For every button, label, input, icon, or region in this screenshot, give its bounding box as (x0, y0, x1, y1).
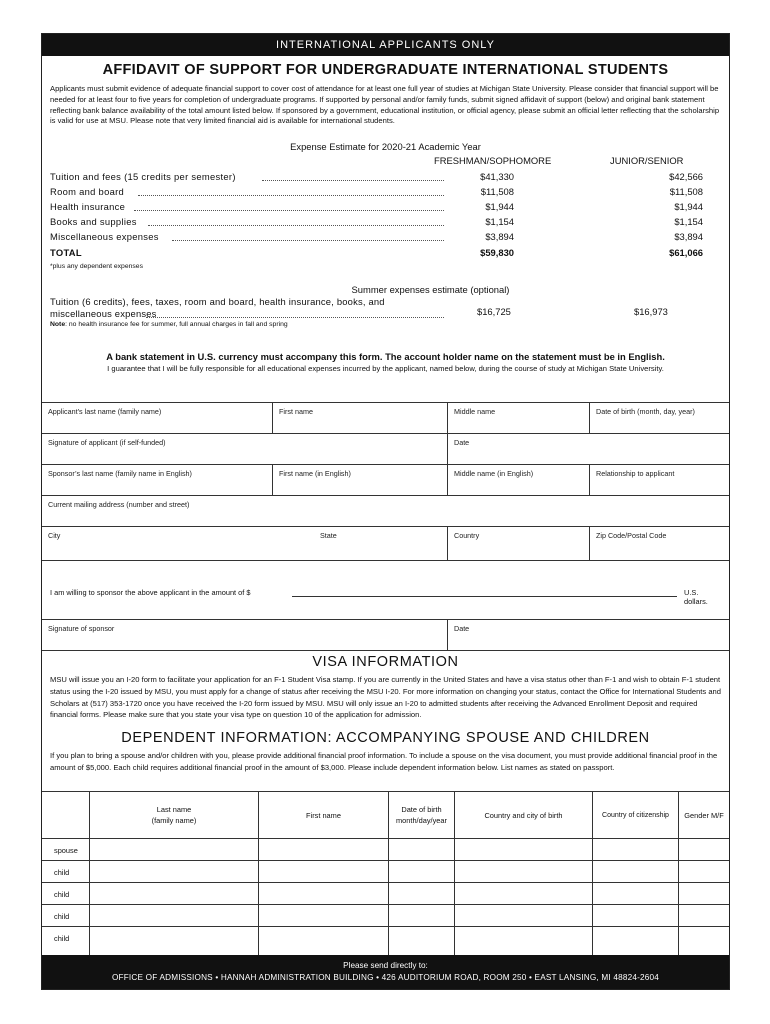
expense-value-js: $11,508 (669, 186, 703, 197)
row-label: spouse (54, 846, 78, 855)
sponsor-amount-line (50, 588, 720, 606)
expense-value-fs: $1,944 (485, 201, 514, 212)
sponsor-amount-input[interactable] (292, 596, 677, 597)
column-divider (454, 792, 455, 958)
bank-statement-notice: A bank statement in U.S. currency must accompany this form. The account holder name on the statement must be in English. (106, 351, 665, 362)
total-value-fs: $59,830 (480, 247, 514, 258)
summer-desc-line2: miscellaneous expenses (50, 308, 157, 319)
applicant-dob-field[interactable]: Date of birth (month, day, year) (589, 403, 729, 434)
address-row (42, 495, 729, 527)
expense-label: Books and supplies (50, 216, 137, 227)
footnote: *plus any dependent expenses (50, 263, 143, 270)
usd-label: U.S. dollars. (684, 588, 708, 606)
sponsor-first-name-field[interactable]: First name (in English) (272, 465, 447, 496)
sponsor-signature-row (42, 619, 729, 651)
leader-dots (172, 240, 444, 241)
col-junior-senior: JUNIOR/SENIOR (610, 155, 684, 166)
sponsor-amount-label: I am willing to sponsor the above applicant in the amount of $ (50, 588, 251, 597)
expense-value-js: $1,944 (674, 201, 703, 212)
col-freshman-sophomore: FRESHMAN/SOPHOMORE (434, 155, 552, 166)
form-title: AFFIDAVIT OF SUPPORT FOR UNDERGRADUATE INTERNATIONAL STUDENTS (102, 62, 669, 78)
dependent-heading: DEPENDENT INFORMATION: ACCOMPANYING SPOUSE AND CHILDREN (121, 730, 650, 746)
expense-total-row (50, 247, 730, 261)
expense-row (50, 201, 730, 215)
summer-desc-line1: Tuition (6 credits), fees, taxes, room and board, health insurance, books, and (50, 296, 385, 307)
dob-header-line1: Date of birth (401, 805, 442, 814)
sponsor-name-row (42, 464, 729, 496)
expense-value-fs: $41,330 (480, 171, 514, 182)
leader-dots (146, 317, 444, 318)
last-name-header-line2: (family name) (151, 816, 197, 825)
column-divider (89, 792, 90, 958)
table-row[interactable] (42, 838, 729, 861)
expense-label: Room and board (50, 186, 125, 197)
last-name-header (89, 792, 258, 838)
total-label: TOTAL (50, 247, 82, 258)
banner: INTERNATIONAL APPLICANTS ONLY (42, 34, 729, 56)
expense-value-fs: $3,894 (485, 231, 514, 242)
country-birth-header: Country and city of birth (454, 792, 592, 838)
applicant-signature-field[interactable]: Signature of applicant (if self-funded) (48, 438, 166, 447)
applicant-first-name-field[interactable]: First name (272, 403, 447, 434)
last-name-header-line1: Last name (156, 805, 192, 814)
expense-value-js: $42,566 (669, 171, 703, 182)
summer-title: Summer expenses estimate (optional) (351, 284, 510, 295)
mailing-address-field[interactable]: Current mailing address (number and street) (48, 500, 190, 509)
city-row (42, 526, 729, 561)
divider (42, 560, 729, 561)
expense-row (50, 216, 730, 230)
visa-heading: VISA INFORMATION (312, 654, 459, 670)
summer-note (50, 321, 288, 328)
leader-dots (262, 180, 444, 181)
column-divider (258, 792, 259, 958)
expense-label: Health insurance (50, 201, 126, 212)
expense-value-js: $1,154 (674, 216, 703, 227)
applicant-middle-name-field[interactable]: Middle name (447, 403, 589, 434)
expense-row (50, 186, 730, 200)
row-label: child (54, 912, 70, 921)
table-row[interactable] (42, 904, 729, 927)
column-divider (678, 792, 679, 958)
state-label: State (320, 531, 337, 540)
leader-dots (138, 195, 444, 196)
expense-value-fs: $1,154 (485, 216, 514, 227)
table-row[interactable] (42, 882, 729, 905)
expense-value-js: $3,894 (674, 231, 703, 242)
expense-value-fs: $11,508 (480, 186, 514, 197)
expense-title: Expense Estimate for 2020-21 Academic Year (290, 141, 481, 152)
sponsor-signature-field[interactable]: Signature of sponsor (48, 624, 115, 633)
sponsor-middle-name-field[interactable]: Middle name (in English) (447, 465, 589, 496)
column-divider (388, 792, 389, 958)
summer-desc-line2-wrap (50, 308, 450, 320)
expense-label: Tuition and fees (15 credits per semester) (50, 171, 236, 182)
table-row[interactable] (42, 926, 729, 949)
dependent-text: If you plan to bring a spouse and/or children with you, please provide additional financial proof information. To include a spouse on the visa document, you must provide additional financial proof in the amount of $5,000. Each child requires additional financial proof in the amount of $3,000. Please include dependent information below. List names as stated on passport. (50, 751, 718, 772)
dob-header (388, 792, 454, 838)
expense-label: Miscellaneous expenses (50, 231, 159, 242)
affidavit-form (41, 33, 730, 990)
table-row[interactable] (42, 860, 729, 883)
leader-dots (148, 225, 444, 226)
country-field[interactable]: Country (447, 527, 589, 561)
gender-header: Gender M/F (678, 792, 729, 838)
intro-text: Applicants must submit evidence of adequate financial support to cover cost of attendance for at least one full year of studies at Michigan State University. Please consider that financial support will be needed for at least four to five years for completion of undergraduate programs. If supported by personal and/or family funds, submit signed affidavit of support (below) and original bank statement reflecting bank balance availability of the total amount listed below. If sponsored by a government, educational institution, or official agency, please submit an official letter reflecting that the scholarship is valid for use at MSU. Please note that very limited financial aid is available for international students. (50, 84, 720, 126)
row-label: child (54, 868, 70, 877)
summer-description (50, 296, 450, 320)
footer-send-label: Please send directly to: (343, 961, 428, 970)
dob-header-line2: month/day/year (396, 816, 447, 825)
summer-value-fs: $16,725 (477, 306, 511, 317)
row-label: child (54, 890, 70, 899)
column-divider (592, 792, 593, 958)
guarantee-text: I guarantee that I will be fully responsible for all educational expenses incurred by the applicant, named below, during the course of study at Michigan State University. (107, 364, 664, 373)
city-label: City (48, 531, 61, 540)
citizenship-header: Country of citizenship (592, 792, 678, 838)
relationship-field[interactable]: Relationship to applicant (589, 465, 729, 496)
row-label: child (54, 934, 70, 943)
applicant-name-row (42, 402, 729, 434)
note-label: Note (50, 321, 66, 328)
expense-row (50, 171, 730, 185)
footer-bar (42, 955, 729, 989)
footer-address: OFFICE OF ADMISSIONS • HANNAH ADMINISTRATION BUILDING • 426 AUDITORIUM ROAD, ROOM 250 • EAST LANSING, MI 48824-2604 (111, 973, 660, 982)
applicant-date-field[interactable]: Date (447, 434, 729, 465)
summer-value-js: $16,973 (634, 306, 668, 317)
expense-row (50, 231, 730, 245)
zip-field[interactable]: Zip Code/Postal Code (589, 527, 729, 561)
total-value-js: $61,066 (669, 247, 703, 258)
dependents-table (42, 791, 729, 943)
divider (42, 650, 729, 651)
applicant-signature-row (42, 433, 729, 465)
applicant-last-name-field[interactable]: Applicant’s last name (family name) (48, 407, 162, 416)
city-field[interactable] (42, 527, 447, 561)
sponsor-last-name-field[interactable]: Sponsor’s last name (family name in English) (48, 469, 192, 478)
leader-dots (134, 210, 444, 211)
note-text: : no health insurance fee for summer, full annual charges in fall and spring (65, 321, 288, 328)
visa-text: MSU will issue you an I-20 form to facilitate your application for an F-1 Student Visa stamp. If you are currently in the United States and have a visa status other than F-1 and wish to obtain F-1 student status using the I-20 issued by MSU, you must apply for a change of status after receiving the MSU I-20. For more information on changing your status, contact the Office for International Students and Scholars at (517) 353-1720 once you have received the I-20 form issued by MSU. MSU will only issue an I-20 to admitted students after receiving the Advanced Enrollment Deposit and required financial forms. Please make sure that you state your visa type on question 10 of the application for admission. (50, 675, 721, 720)
sponsor-date-field[interactable]: Date (447, 620, 729, 651)
row-label-header (42, 792, 89, 838)
first-name-header: First name (258, 792, 388, 838)
